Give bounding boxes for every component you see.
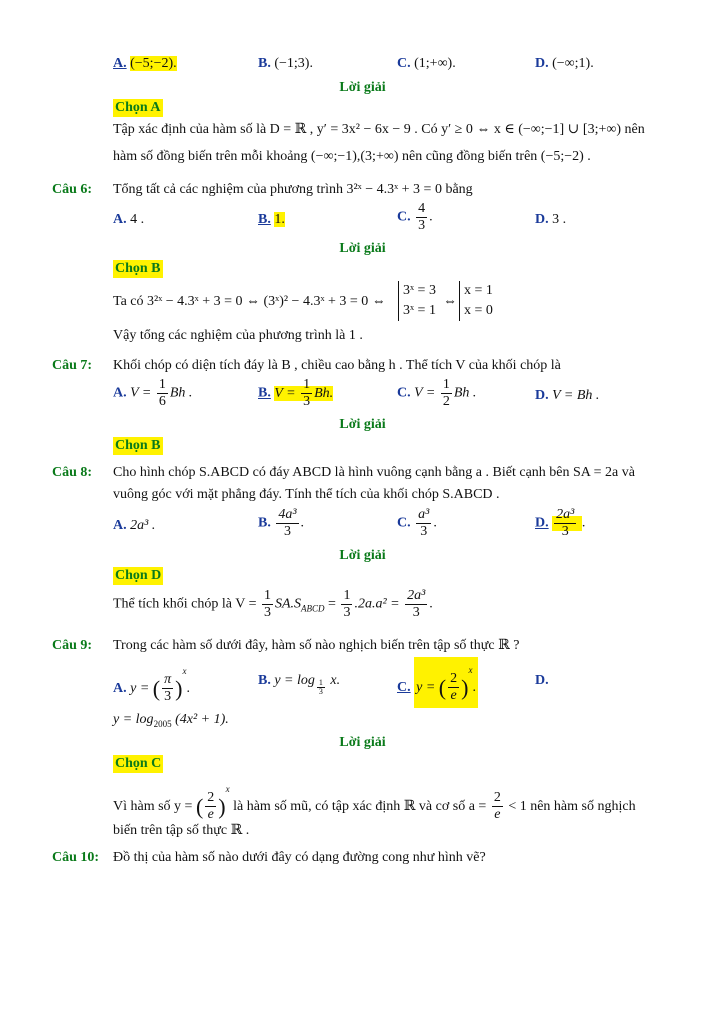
q8-number: Câu 8: (52, 465, 93, 480)
q6-system-2-eq-2: x = 0 (464, 303, 493, 318)
q9-option-c-highlight (414, 657, 478, 708)
q6-solution-heading: Lời giải (339, 241, 386, 256)
q5-answer-label: Chọn A (115, 100, 161, 115)
q9-option-c-exponent: x (468, 665, 473, 675)
q8-option-d-label: D. (535, 515, 549, 531)
q9-solution-fraction-2 (492, 790, 503, 823)
q6-option-c-fraction (416, 201, 427, 234)
q8-stem-line-1: Cho hình chóp S.ABCD có đáy ABCD là hình vuông cạnh bằng a . Biết cạnh bên SA = 2a và (113, 465, 635, 480)
q8-option-d-numerator: 2a³ (556, 507, 575, 522)
q8-solution-fraction-3-den: 3 (412, 605, 420, 620)
q9-option-a-fraction (162, 672, 173, 705)
q5-option-b-text: (−1;3). (274, 56, 313, 71)
q8-option-c (397, 507, 437, 540)
q9-solution-paren-close: ) (218, 793, 226, 819)
q8-option-a (113, 517, 155, 535)
q6-stem: Tổng tất cả các nghiệm của phương trình 3²ˣ − 4.3ˣ + 3 = 0 bằng (113, 182, 473, 197)
q8-solution-fraction-3-num: 2a³ (407, 588, 426, 603)
q9-solution-fraction-1-den: e (207, 807, 214, 823)
q9-option-c (397, 657, 478, 708)
q8-option-b-denominator: 3 (283, 524, 291, 539)
q7-option-b-pre: V = (274, 385, 296, 401)
q9-option-d (535, 672, 549, 690)
q9-option-a-numerator: π (164, 672, 172, 688)
q9-solution-post: < 1 nên hàm số nghịch (508, 799, 636, 814)
q9-option-a-denominator: 3 (164, 689, 172, 705)
q9-option-a-paren-close: ) (175, 675, 183, 701)
q8-option-c-label: C. (397, 515, 411, 531)
q6-system-2 (459, 281, 493, 321)
q6-option-c (397, 201, 433, 234)
q8-option-c-tail: . (433, 515, 437, 531)
q5-option-b (258, 55, 313, 73)
q5-solution-line-1: Tập xác định của hàm số là D = ℝ , y′ = 3x² − 6x − 9 . Có y′ ≥ 0 ⇔ x ∈ (−∞;−1] ∪ [3;+∞) nên (113, 122, 645, 137)
q6-system-1-eq-2: 3ˣ = 1 (403, 303, 436, 318)
q6-option-d-label: D. (535, 212, 549, 227)
q9-solution-mid: là hàm số mũ, có tập xác định ℝ và cơ số a = (233, 799, 487, 814)
q5-option-a-text: (−5;−2). (130, 56, 177, 71)
q6-iff: ⇔ (443, 294, 457, 309)
q8-solution-heading: Lời giải (339, 548, 386, 563)
q6-option-a-text: 4 . (130, 212, 145, 227)
q8-stem-line-2: vuông góc với mặt phẳng đáy. Tính thể tích của khối chóp S.ABCD . (113, 487, 500, 502)
q9-solution-fraction-2-den: e (494, 807, 501, 823)
q7-option-a-post: Bh . (169, 385, 193, 401)
q5-option-d-text: (−∞;1). (552, 56, 594, 71)
q9-option-a-exponent: x (182, 666, 187, 676)
q9-option-d-log-base: 2005 (153, 718, 172, 729)
q9-solution-line-1 (113, 780, 636, 823)
q6-option-d (535, 211, 566, 229)
q8-solution-fraction-1 (262, 588, 273, 621)
q9-option-c-numerator: 2 (450, 671, 458, 687)
q8-option-d-denominator: 3 (561, 524, 569, 539)
q8-solution-mid-2: = (328, 596, 336, 612)
q6-option-c-tail: . (429, 209, 433, 225)
q7-option-c-pre: V = (414, 385, 436, 401)
q7-option-c-post: Bh . (453, 385, 477, 401)
q7-option-a (113, 377, 192, 410)
q7-stem: Khối chóp có diện tích đáy là B , chiều cao bằng h . Thể tích V của khối chóp là (113, 358, 561, 373)
q9-option-c-tail: . (472, 680, 476, 695)
q7-option-a-denominator: 6 (158, 394, 166, 409)
q7-option-c-numerator: 1 (442, 377, 450, 392)
q8-option-d-tail: . (581, 515, 586, 531)
q7-option-c-denominator: 2 (442, 394, 450, 409)
q9-solution-heading: Lời giải (339, 735, 386, 750)
q9-option-c-paren-open: ( (438, 674, 447, 700)
q6-system-1 (398, 281, 436, 321)
q6-option-c-numerator: 4 (418, 201, 426, 216)
q9-stem: Trong các hàm số dưới đây, hàm số nào nghịch biến trên tập số thực ℝ ? (113, 638, 520, 653)
q6-solution-line-2: Vậy tổng các nghiệm của phương trình là 1 . (113, 328, 363, 343)
q8-option-b-numerator: 4a³ (278, 507, 297, 522)
q7-option-c-label: C. (397, 385, 411, 401)
q6-option-c-denominator: 3 (418, 218, 426, 233)
q7-option-d-text: V = Bh . (552, 388, 600, 403)
q10-stem: Đồ thị của hàm số nào dưới đây có dạng đường cong như hình vẽ? (113, 850, 486, 865)
q9-solution-paren-open: ( (195, 793, 204, 819)
q8-option-d-highlight (552, 507, 582, 539)
q8-option-d-fraction (554, 507, 576, 540)
q6-option-d-text: 3 . (552, 212, 567, 227)
q5-solution-line-2: hàm số đồng biến trên mỗi khoảng (−∞;−1),(3;+∞) nên cũng đồng biến trên (−5;−2) . (113, 149, 591, 164)
q7-answer-label: Chọn B (115, 438, 161, 453)
q8-option-a-text: 2a³ . (130, 518, 156, 533)
q7-solution-heading: Lời giải (339, 417, 386, 432)
q8-solution-end: . (429, 596, 433, 612)
q6-solution-line-1: Ta có 3²ˣ − 4.3ˣ + 3 = 0 ⇔ (3ˣ)² − 4.3ˣ + 3 = 0 ⇔ (113, 294, 386, 309)
q8-option-c-numerator: a³ (418, 507, 430, 522)
q7-option-c (397, 377, 476, 410)
q9-answer-label: Chọn C (115, 756, 162, 771)
q7-option-d (535, 387, 599, 405)
q7-option-b-fraction (301, 377, 312, 410)
q9-option-a-paren-open: ( (152, 675, 161, 701)
q5-option-c-text: (1;+∞). (414, 56, 456, 71)
q8-option-b-fraction (276, 507, 298, 540)
q7-option-b-label: B. (258, 385, 271, 401)
q5-option-c-label: C. (397, 56, 411, 71)
q8-option-b-tail: . (300, 515, 305, 531)
q9-option-d-expression (113, 711, 229, 733)
q6-option-b (258, 211, 285, 229)
q8-solution (113, 588, 433, 621)
q9-option-b-tail: x. (330, 673, 341, 688)
q8-option-b (258, 507, 304, 540)
q6-option-b-label: B. (258, 212, 271, 227)
q7-option-b-denominator: 3 (303, 394, 311, 409)
q9-option-a-tail: . (186, 681, 190, 696)
q8-answer-label: Chọn D (115, 568, 162, 583)
q9-solution-line-2: biến trên tập số thực ℝ . (113, 823, 250, 838)
q9-option-d-label: D. (535, 673, 549, 688)
q9-solution-fraction-1-num: 2 (207, 790, 215, 806)
q7-option-d-label: D. (535, 388, 549, 403)
q7-option-b-numerator: 1 (303, 377, 311, 392)
q6-system-2-eq-1: x = 1 (464, 283, 493, 298)
q8-option-d (535, 507, 585, 540)
q7-number: Câu 7: (52, 358, 93, 373)
q5-option-d-label: D. (535, 56, 549, 71)
q8-solution-fraction-2-den: 3 (343, 605, 351, 620)
q8-solution-mid-3: .2a.a² = (354, 596, 400, 612)
q9-solution-pre: Vì hàm số y = (113, 799, 193, 814)
q7-option-b (258, 377, 333, 410)
q8-solution-fraction-3 (405, 588, 427, 621)
q9-option-a (113, 662, 190, 705)
q7-option-b-post: Bh. (314, 385, 334, 401)
q8-option-a-label: A. (113, 518, 127, 533)
q5-option-d (535, 55, 594, 73)
q8-solution-fraction-2-num: 1 (343, 588, 351, 603)
q8-option-b-label: B. (258, 515, 271, 531)
q7-option-a-pre: V = (130, 385, 152, 401)
q8-solution-mid-1: SA.S (274, 596, 302, 612)
q6-answer-label: Chọn B (115, 261, 161, 276)
q8-solution-pre: Thể tích khối chóp là V = (113, 596, 257, 612)
q9-option-b-label: B. (258, 673, 271, 688)
q5-solution-heading: Lời giải (339, 80, 386, 95)
q6-system-1-eq-1: 3ˣ = 3 (403, 283, 436, 298)
q8-solution-subscript: ABCD (301, 603, 325, 614)
q5-option-a-label: A. (113, 56, 127, 71)
q9-option-c-fraction (448, 671, 459, 704)
q9-option-b-text: y = log (274, 673, 315, 688)
q9-option-c-pre: y = (416, 680, 436, 695)
q9-option-b-base-den: 3 (318, 687, 323, 696)
q7-option-a-numerator: 1 (158, 377, 166, 392)
q9-solution-fraction-1 (205, 790, 216, 823)
q8-solution-fraction-1-den: 3 (263, 605, 271, 620)
q6-option-c-label: C. (397, 209, 411, 225)
q5-option-a (113, 55, 177, 73)
q7-option-a-label: A. (113, 385, 127, 401)
q8-option-c-denominator: 3 (420, 524, 428, 539)
q9-solution-fraction-2-num: 2 (493, 790, 501, 806)
q9-option-a-pre: y = (130, 681, 150, 696)
q9-option-b-base (317, 679, 325, 696)
q9-option-a-label: A. (113, 681, 127, 696)
q9-option-c-denominator: e (450, 688, 457, 704)
q9-option-c-label: C. (397, 680, 411, 695)
q5-option-c (397, 55, 456, 73)
q6-number: Câu 6: (52, 182, 93, 197)
q9-solution-exponent: x (225, 784, 230, 794)
q6-option-a-label: A. (113, 212, 127, 227)
q7-option-c-fraction (441, 377, 452, 410)
q9-number: Câu 9: (52, 638, 93, 653)
q6-option-a (113, 211, 144, 229)
q8-option-c-fraction (416, 507, 431, 540)
q9-option-c-paren-close: ) (461, 674, 469, 700)
q8-solution-fraction-1-num: 1 (263, 588, 271, 603)
q8-solution-fraction-2 (341, 588, 352, 621)
q10-number: Câu 10: (52, 850, 100, 865)
q7-option-a-fraction (157, 377, 168, 410)
q9-option-b (258, 672, 340, 696)
q5-option-b-label: B. (258, 56, 271, 71)
q9-option-b-base-num: 1 (318, 678, 323, 687)
q7-option-b-highlight (274, 377, 334, 409)
q9-option-d-log: y = log (113, 712, 154, 727)
q6-option-b-text: 1. (274, 212, 285, 227)
q9-option-d-argument: (4x² + 1). (175, 712, 229, 727)
